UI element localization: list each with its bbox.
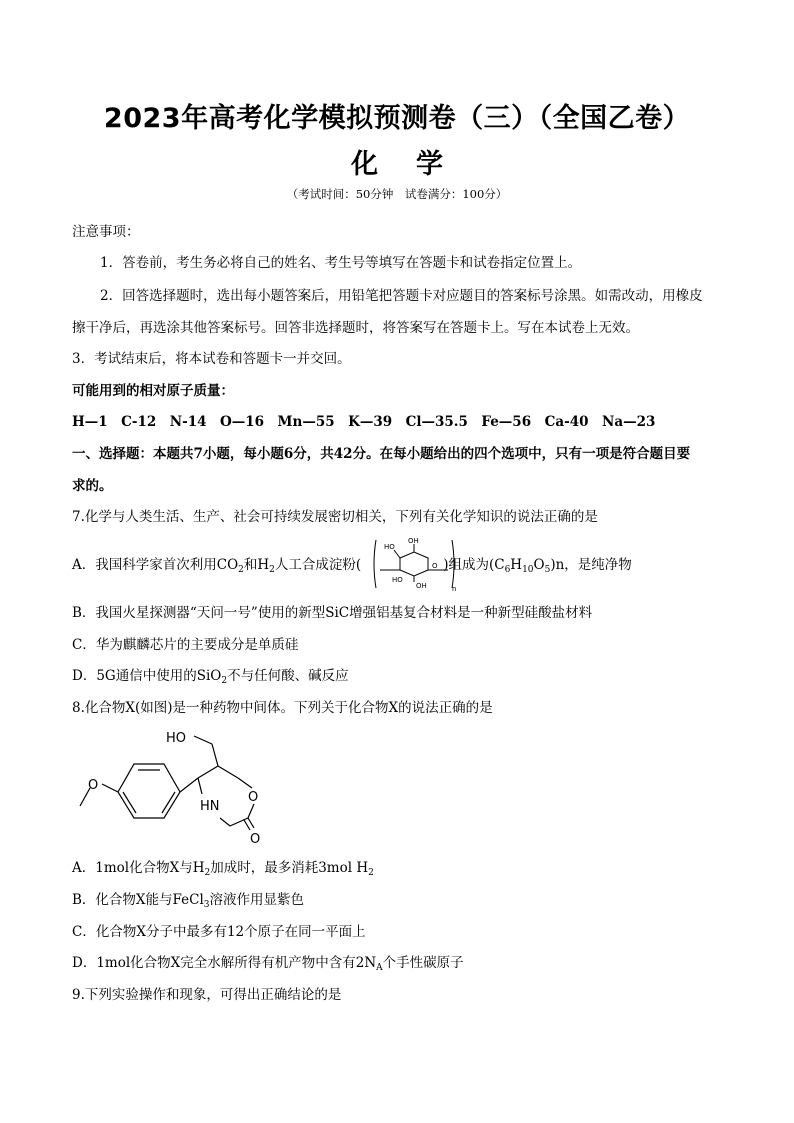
structure-ho-label: HO [166,731,187,746]
starch-n-label: n [452,585,457,592]
starch-oh-label-1: OH [408,537,419,545]
q8-option-d: D．1mol化合物X完全水解所得有机产物中含有$2N_A$个手性碳原子 [72,955,464,973]
compound-x-structure [72,722,282,847]
q7-option-b: B．我国火星探测器“天问一号”使用的新型SiC增强铝基复合材料是一种新型硅酸盐材料 [72,605,593,621]
atomic-mass-values: H—1 C-12 N-14 O—16 Mn—55 K—39 Cl—35.5 Fe—56 Ca-40 Na—23 [72,414,656,430]
note-item-2-line-2: 擦干净后，再选涂其他答案标号。回答非选择题时，将答案写在答题卡上。写在本试卷上无效。 [72,320,639,336]
starch-ho-label-2: HO [392,576,403,584]
section-heading-line-2: 求的。 [72,478,113,494]
note-item-3: 3．考试结束后，将本试卷和答题卡一并交回。 [72,351,351,367]
starch-ho-label: HO [384,543,395,551]
starch-oh-label-2: OH [416,582,427,590]
q7-option-c: C．华为麒麟芯片的主要成分是单质硅 [72,637,299,653]
starch-o-label: O [432,562,438,570]
page-title: 2023年高考化学模拟预测卷（三）（全国乙卷） [103,103,691,134]
subject-char-1: 化 [351,149,378,180]
section-heading-line-1: 一、选择题：本题共7小题，每小题6分，共42分。在每小题给出的四个选项中，只有一项是符合题目要 [72,446,691,462]
exam-info: （考试时间：50分钟 试卷满分：100分） [286,187,508,201]
structure-hn-label: HN [200,799,220,814]
q8-stem: 8.化合物X(如图)是一种药物中间体。下列关于化合物X的说法正确的是 [72,700,493,716]
note-item-1: 1．答卷前，考生务必将自己的姓名、考生号等填写在答题卡和试卷指定位置上。 [100,255,582,271]
subject-char-2: 学 [416,149,443,180]
starch-structure [370,536,458,592]
notes-heading: 注意事项： [72,224,140,240]
structure-ring-o-label: O [248,790,259,805]
q8-option-b: B．化合物X能与FeCl$_3$溶液作用显紫色 [72,892,305,910]
note-item-2-line-1: 2．回答选择题时，选出每小题答案后，用铅笔把答题卡对应题目的答案标号涂黑。如需改动，用橡皮 [100,288,703,304]
q7-option-d: D．5G通信中使用的SiO$_2$不与任何酸、碱反应 [72,668,349,686]
q9-stem: 9.下列实验操作和现象，可得出正确结论的是 [72,987,342,1003]
structure-carbonyl-o-label: O [250,832,261,847]
q8-option-a: A．1mol化合物X与$H_2$加成时，最多消耗3mol $H_2$ [72,860,374,878]
subject-title [0,142,794,181]
q7-option-a: A．我国科学家首次利用$CO_2$和$H_2$人工合成淀粉( )组成为$(C_6H_{10}O_5)n$，是纯净物 [72,557,632,575]
structure-o-methoxy: O [88,778,99,793]
atomic-mass-heading: 可能用到的相对原子质量： [72,383,234,399]
q7-stem: 7.化学与人类生活、生产、社会可持续发展密切相关，下列有关化学知识的说法正确的是 [72,509,598,525]
q8-option-c: C．化合物X分子中最多有12个原子在同一平面上 [72,924,366,940]
